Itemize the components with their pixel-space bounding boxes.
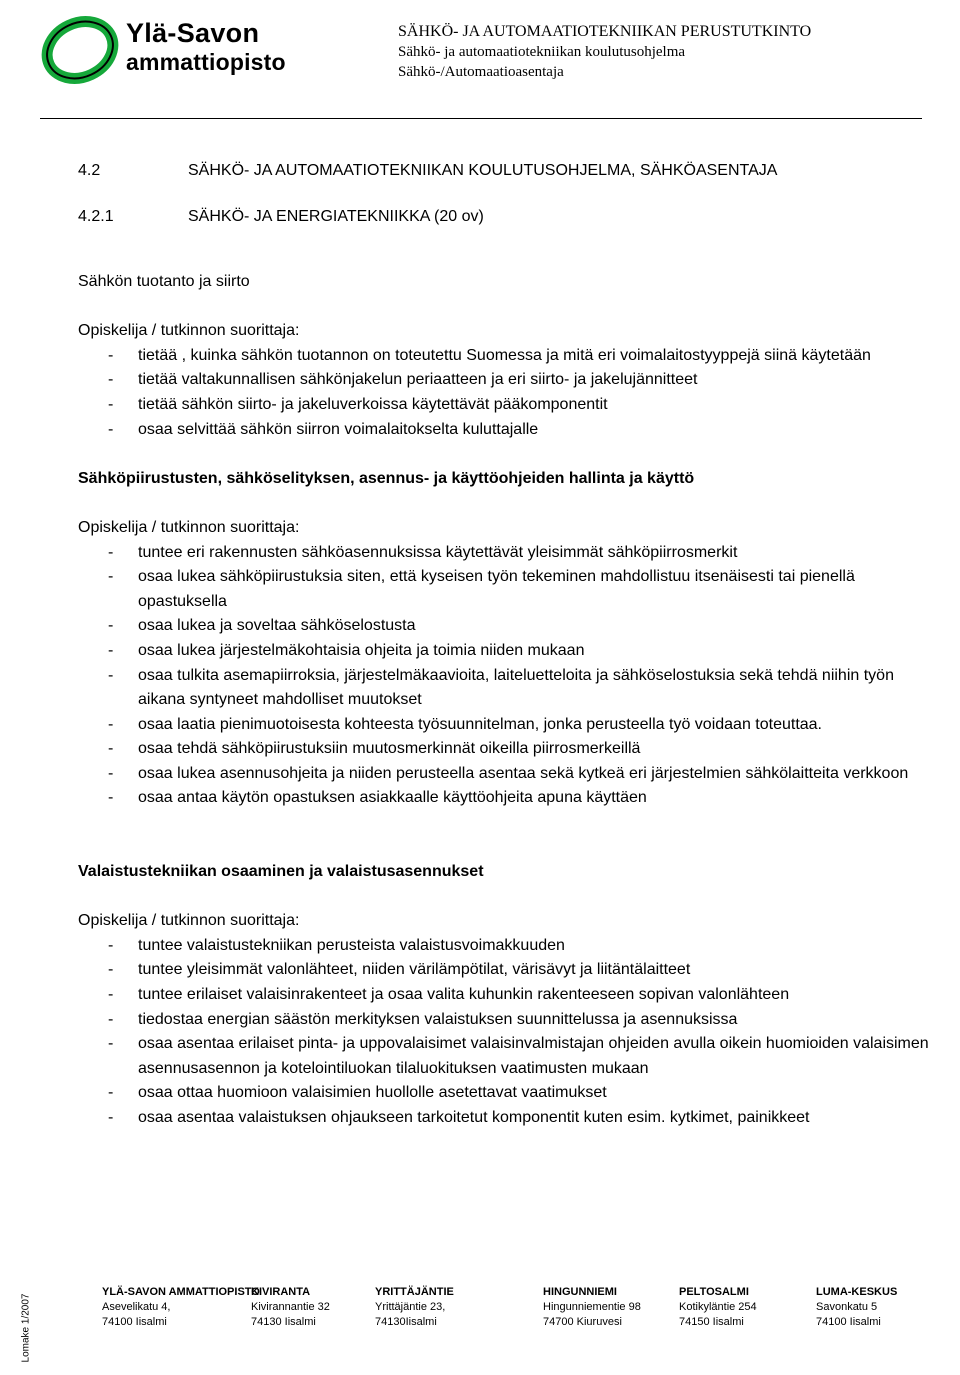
heading-4-2 [78, 162, 777, 180]
yla-savon-ring-logo-icon [40, 14, 122, 86]
bullet-list [78, 344, 938, 442]
heading-number: 4.2.1 [78, 208, 114, 225]
list-item: - osaa tehdä sähköpiirustuksiin muutosmerkinnät oikeilla piirrosmerkeillä [108, 740, 641, 758]
heading-text: SÄHKÖ- JA AUTOMAATIOTEKNIIKAN KOULUTUSOHJELMA, SÄHKÖASENTAJA [188, 162, 778, 179]
section-intro: Opiskelija / tutkinnon suorittaja: [78, 322, 300, 340]
heading-4-2-1 [78, 208, 484, 226]
list-item: - tuntee valaistustekniikan perusteista valaistusvoimakkuuden [108, 936, 565, 954]
footer-campus-kiviranta: KIVIRANTA Kivirannantie 32 74130 Iisalmi [251, 1286, 330, 1328]
list-item: - osaa lukea asennusohjeita ja niiden perusteella asentaa sekä kytkeä eri järjestelmien sähkölaitteita verkkoon [108, 764, 909, 782]
qualification-title: Sähkö-/Automaatioasentaja [398, 64, 564, 80]
section-intro: Opiskelija / tutkinnon suorittaja: [78, 912, 300, 930]
footer-campus-yla-savon: YLÄ-SAVON AMMATTIOPISTO Asevelikatu 4, 74100 Iisalmi [102, 1286, 260, 1328]
list-item: - tietää sähkön siirto- ja jakeluverkoissa käytettävät pääkomponentit [108, 395, 608, 413]
heading-text: SÄHKÖ- JA ENERGIATEKNIIKKA (20 ov) [188, 208, 484, 225]
section-lighting [78, 860, 938, 1131]
list-item: - osaa laatia pienimuotoisesta kohteesta työsuunnitelman, jonka perusteella työ voidaan toteuttaa. [108, 715, 822, 733]
section-drawings-instructions [78, 467, 938, 811]
footer-campus-hingunniemi: HINGUNNIEMI Hingunniementie 98 74700 Kiuruvesi [543, 1286, 641, 1328]
list-item: - osaa tulkita asemapiirroksia, järjestelmäkaavioita, laiteluetteloita ja sähköselostuksia sekä tehdä niihin työn aikana syntyneet mahdolliset muutokset [108, 666, 894, 709]
footer-campus-peltosalmi: PELTOSALMI Kotikyläntie 254 74150 Iisalmi [679, 1286, 757, 1328]
list-item: - osaa ottaa huomioon valaisimien huollolle asetettavat vaatimukset [108, 1084, 607, 1102]
bullet-list [78, 541, 938, 812]
footer-campus-luma-keskus: LUMA-KESKUS Savonkatu 5 74100 Iisalmi [816, 1286, 898, 1328]
list-item: - tuntee erilaiset valaisinrakenteet ja osaa valita kuhunkin rakenteeseen sopivan valonlähteen [108, 986, 790, 1004]
section-power-production [78, 270, 938, 442]
list-item: - osaa antaa käytön opastuksen asiakkaalle käyttöohjeita apuna käyttäen [108, 789, 647, 807]
section-intro: Opiskelija / tutkinnon suorittaja: [78, 518, 300, 536]
logo-name-line1: Ylä-Savon [126, 18, 260, 48]
list-item: - tuntee yleisimmät valonlähteet, niiden värilämpötilat, värisävyt ja liitäntälaitteet [108, 961, 691, 979]
list-item: - tuntee eri rakennusten sähköasennuksissa käytettävät yleisimmät sähköpiirrosmerkit [108, 543, 738, 561]
list-item: - osaa lukea ja soveltaa sähköselostusta [108, 617, 416, 635]
heading-number: 4.2 [78, 162, 101, 179]
list-item: - tietää , kuinka sähkön tuotannon on toteutettu Suomessa ja mitä eri voimalaitostyyppejä siinä käytetään [108, 346, 871, 364]
list-item: - osaa lukea sähköpiirustuksia siten, että kyseisen työn tekeminen mahdollistuu itsenäisesti tai pienellä opastuksella [108, 568, 855, 610]
header-divider [40, 118, 922, 119]
section-title: Sähkön tuotanto ja siirto [78, 273, 250, 290]
school-logo [40, 14, 310, 86]
list-item: - osaa selvittää sähkön siirron voimalaitokselta kuluttajalle [108, 420, 539, 438]
list-item: - tietää valtakunnallisen sähkönjakelun periaatteen ja eri siirto- ja jakelujännitteet [108, 371, 698, 389]
list-item: - osaa lukea järjestelmäkohtaisia ohjeita ja toimia niiden mukaan [108, 641, 585, 659]
degree-title: SÄHKÖ- JA AUTOMAATIOTEKNIIKAN PERUSTUTKINTO [398, 23, 812, 40]
bullet-list [78, 934, 938, 1131]
logo-name-line2: ammattiopisto [126, 49, 286, 75]
list-item: - osaa asentaa valaistuksen ohjaukseen tarkoitetut komponentit kuten esim. kytkimet, painikkeet [108, 1109, 810, 1126]
form-code: Lomake 1/2007 [20, 1293, 32, 1363]
footer-campus-yrittajantie: YRITTÄJÄNTIE Yrittäjäntie 23, 74130Iisalmi [375, 1286, 454, 1328]
document-body [78, 270, 938, 1131]
list-item: - tiedostaa energian säästön merkityksen valaistuksen suunnittelussa ja asennuksissa [108, 1010, 738, 1028]
section-title: Sähköpiirustusten, sähköselityksen, asennus- ja käyttöohjeiden hallinta ja käyttö [78, 469, 695, 487]
list-item: - osaa asentaa erilaiset pinta- ja uppovalaisimet valaisinvalmistajan ohjeiden avulla oikein huomioiden valaisimen asennusasennon ja kotelointiluokan tilaluokituksen vaatimusten mukaan [108, 1035, 929, 1077]
program-title: Sähkö- ja automaatiotekniikan koulutusohjelma [398, 44, 686, 60]
section-title: Valaistustekniikan osaaminen ja valaistusasennukset [78, 863, 484, 881]
header-program-info [398, 22, 811, 82]
